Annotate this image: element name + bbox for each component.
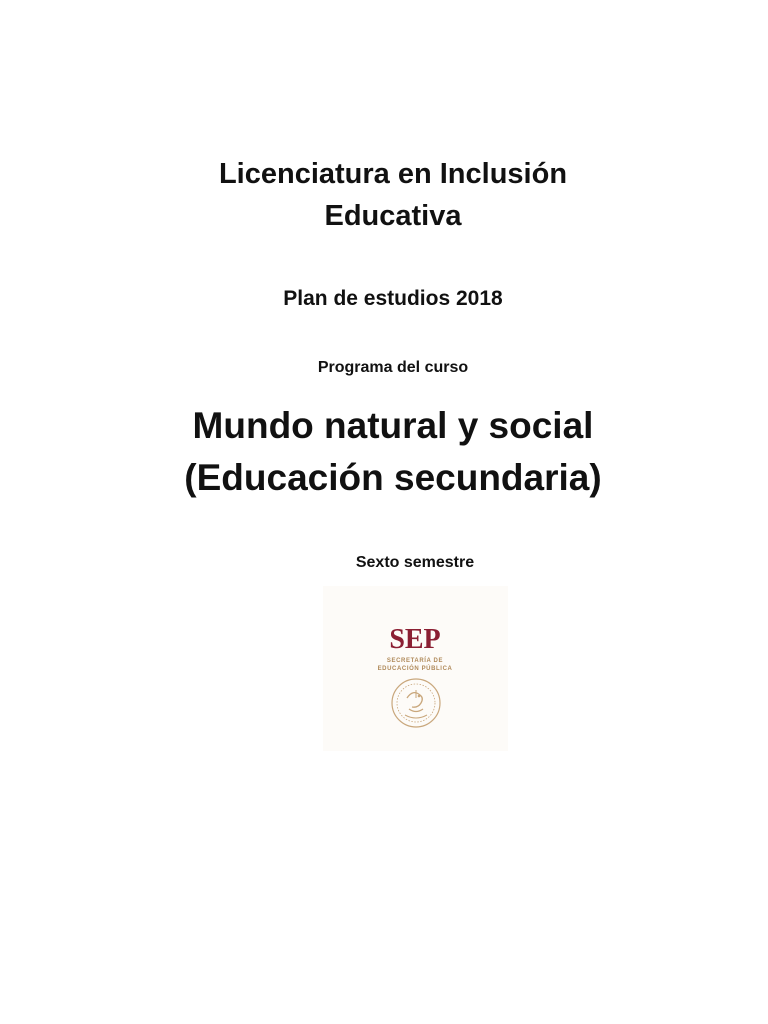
degree-title [0, 153, 768, 237]
sep-acronym: SEP [389, 624, 441, 655]
course-title [0, 400, 768, 504]
course-title-line-2: (Educación secundaria) [184, 457, 602, 498]
study-plan-label: Plan de estudios 2018 [283, 287, 503, 310]
course-title-line-1: Mundo natural y social [192, 405, 594, 446]
degree-title-line-1: Licenciatura en Inclusión [218, 158, 568, 190]
degree-title-line-2: Educativa [324, 200, 462, 232]
sep-logo-graphic [323, 586, 508, 751]
mexican-coat-of-arms-icon [392, 679, 440, 727]
course-program-label: Programa del curso [317, 359, 469, 376]
sep-logo [323, 586, 508, 751]
semester-label: Sexto semestre [355, 554, 475, 571]
sep-subtitle-line-2: EDUCACIÓN PÚBLICA [377, 666, 453, 672]
sep-subtitle-line-1: SECRETARÍA DE [386, 658, 444, 664]
